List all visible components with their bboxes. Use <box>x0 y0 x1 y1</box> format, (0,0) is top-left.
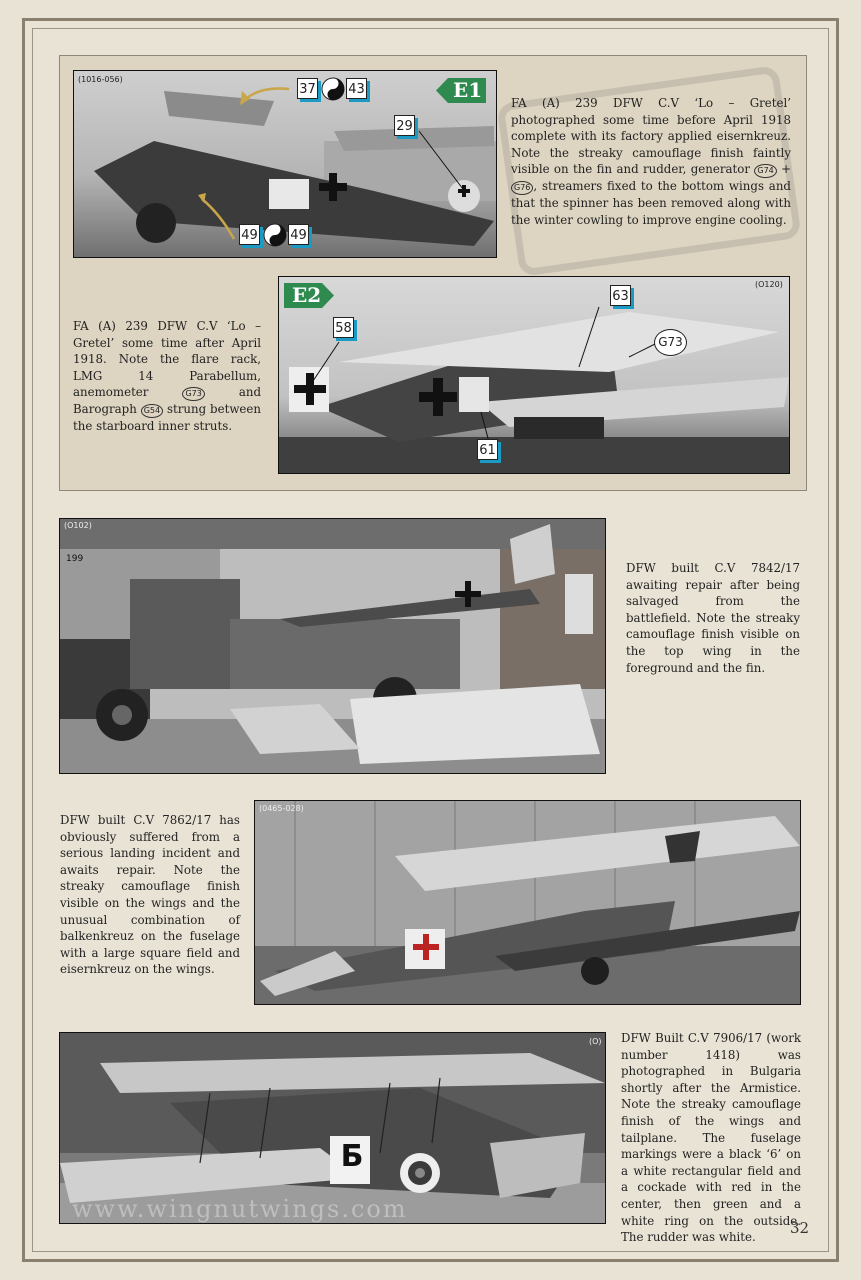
caption-truck: DFW built C.V 7842/17 awaiting repair after being salvaged from the battlefield. Note the streaky camouflage finish visible on the top wing in the foreground and the fin. <box>626 561 800 675</box>
ref-g76: G76 <box>511 181 533 195</box>
fuselage-mark: Б <box>340 1139 364 1174</box>
photo-code-truck: (O102) <box>64 521 92 530</box>
caption-e1: FA (A) 239 DFW C.V ‘Lo – Gretel’ photographed some time before April 1918 complete with its factory applied eisernkreuz. Note the streaky camouflage finish faintly visible on the fin and rudder, generator G74 + G76 , streamers fixed to the bottom wings and that the spinner has been removed along with the winter cowling to improve engine cooling. <box>511 96 792 227</box>
ref-g73: G73 <box>182 387 204 401</box>
callout-43: 43 <box>346 78 367 99</box>
photo-e2 <box>278 276 790 474</box>
ref-g54: G54 <box>141 404 163 418</box>
house-number: 199 <box>66 554 84 564</box>
callout-49-right: 49 <box>288 224 309 245</box>
callout-58: 58 <box>333 317 354 338</box>
photo-code-damaged: (0465-028) <box>259 804 304 813</box>
caption-e2: FA (A) 239 DFW C.V ‘Lo – Gretel’ some time after April 1918. Note the flare rack, LMG 14 Parabellum, anemometer G73 and Barograph G54 strung between the starboard inner struts. <box>73 319 262 434</box>
photo-code-e2: (O120) <box>755 280 783 289</box>
watermark-text: www.wingnutwings.com <box>72 1195 408 1223</box>
page-number: 32 <box>790 1219 810 1237</box>
callout-61: 61 <box>477 439 498 460</box>
ref-g74: G74 <box>754 164 776 178</box>
callout-37: 37 <box>297 78 318 99</box>
caption-bulgaria: DFW Built C.V 7906/17 (work number 1418) was photographed in Bulgaria shortly after the Armistice. Note the streaky camouflage finish of the wings and tailplane. The fuselage markings were a black ‘6’ on a white rectangular field and a cockade with red in the center, then green and a white ring on the outside. The rudder was white. <box>621 1031 801 1245</box>
photo-truck <box>59 518 606 774</box>
flag-e1: E1 <box>436 78 486 103</box>
photo-code-bulgaria: (O) <box>589 1037 602 1046</box>
yin-yang-icon <box>263 223 287 247</box>
callout-49-left: 49 <box>239 224 260 245</box>
callout-63: 63 <box>610 285 631 306</box>
callout-g73: G73 <box>654 329 687 356</box>
photo-damaged-aircraft <box>254 800 801 1005</box>
caption-damaged: DFW built C.V 7862/17 has obviously suffered from a serious landing incident and awaits repair. Note the streaky camouflage finish visible on the wings and the unusual combination of balkenkreuz on the fuselage with a large square field and eisernkreuz on the wings. <box>60 813 240 977</box>
yin-yang-icon <box>321 77 345 101</box>
callout-29: 29 <box>394 115 415 136</box>
photo-code-e1: (1016-056) <box>78 75 123 84</box>
flag-e2: E2 <box>284 283 334 308</box>
